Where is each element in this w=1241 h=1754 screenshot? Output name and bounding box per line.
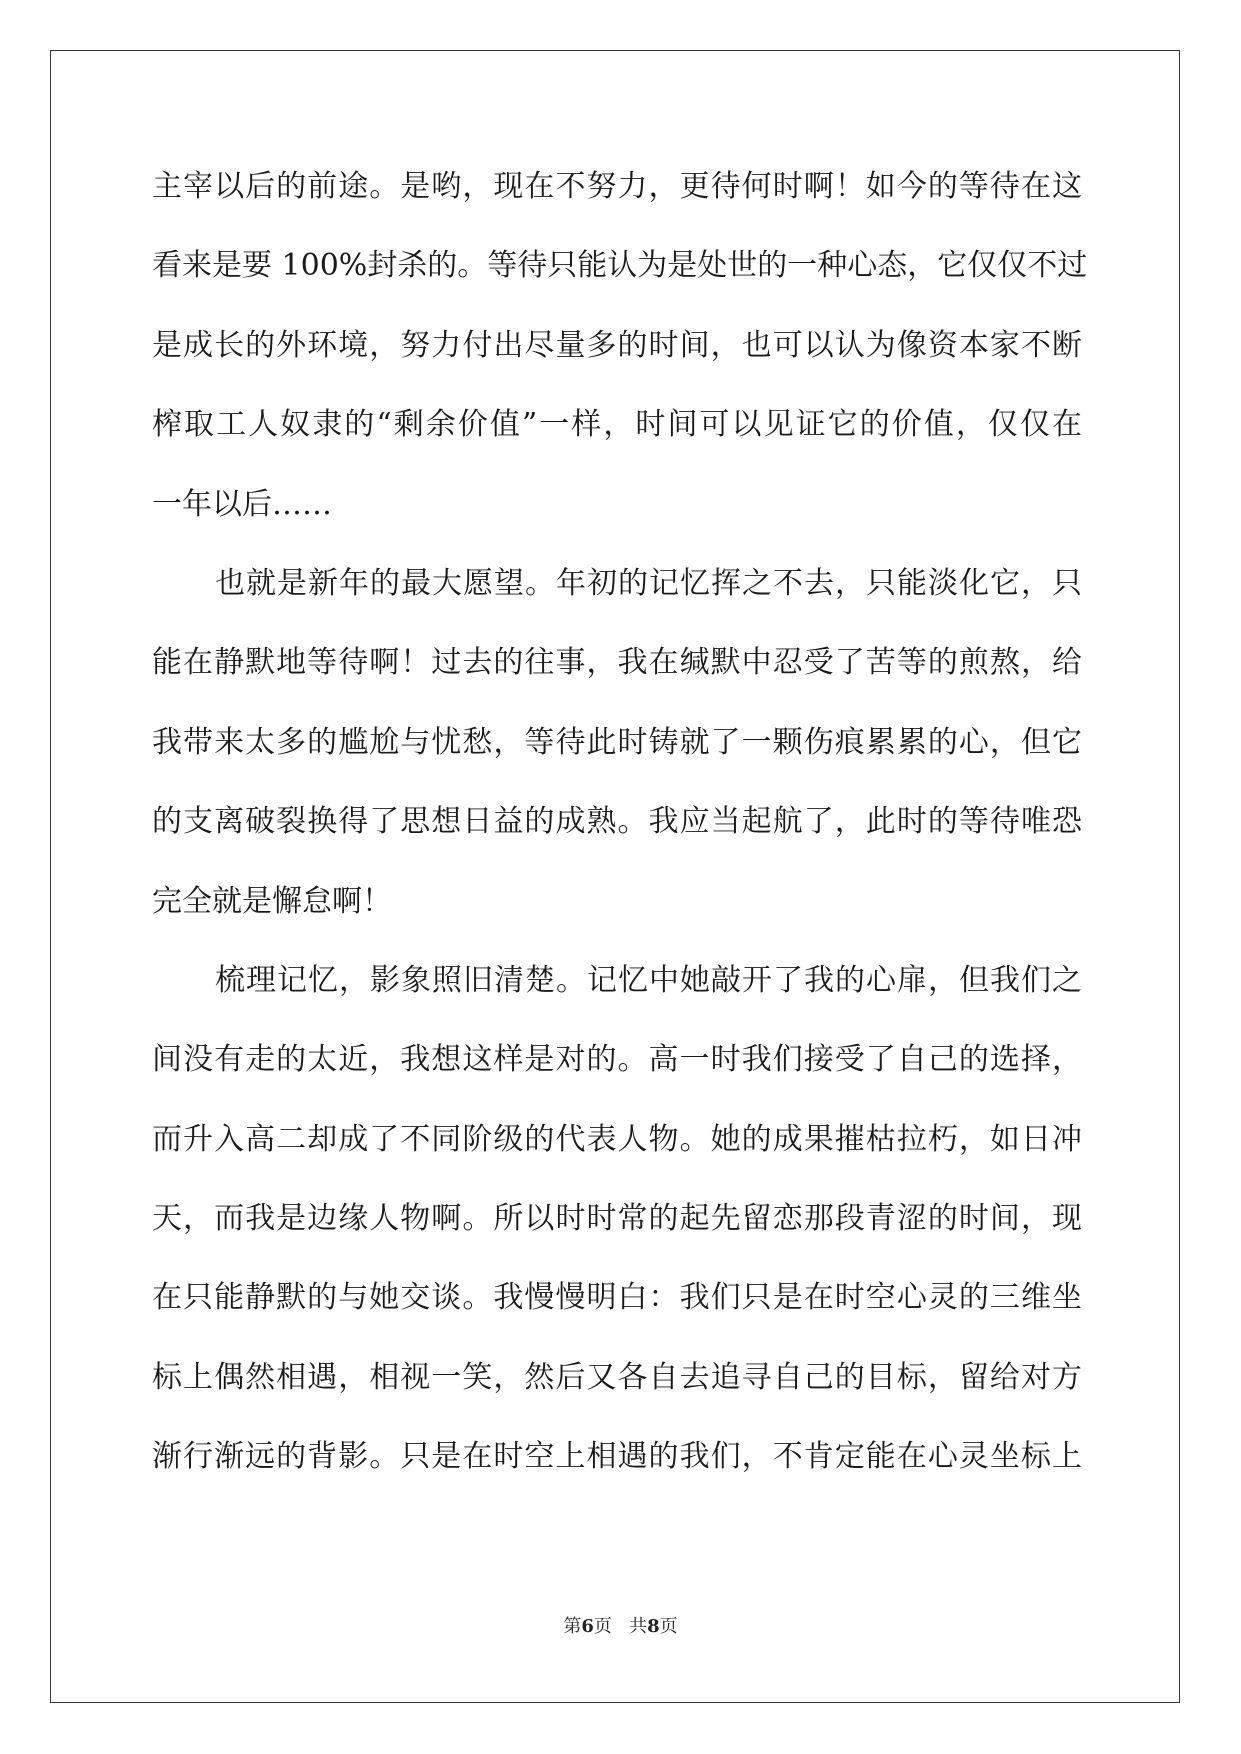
page-footer	[0, 1612, 1241, 1638]
text-line: 能在静默地等待啊！过去的往事，我在缄默中忍受了苦等的煎熬，给	[152, 645, 1082, 681]
total-page-number: 8	[647, 1616, 660, 1637]
text-line: 看来是要 100%封杀的。等待只能认为是处世的一种心态，它仅仅不过	[152, 248, 1088, 284]
footer-middle: 页 共	[593, 1616, 648, 1637]
text-line: 在只能静默的与她交谈。我慢慢明白：我们只是在时空心灵的三维坐	[152, 1280, 1082, 1316]
text-line: 天，而我是边缘人物啊。所以时时常的起先留恋那段青涩的时间，现	[152, 1201, 1082, 1237]
footer-suffix: 页	[659, 1616, 678, 1637]
text-line: 梳理记忆，影象照旧清楚。记忆中她敲开了我的心扉，但我们之	[215, 962, 1082, 998]
text-line: 一年以后……	[152, 486, 332, 522]
text-line: 主宰以后的前途。是哟，现在不努力，更待何时啊！如今的等待在这	[152, 169, 1082, 204]
current-page-number: 6	[581, 1616, 594, 1637]
text-line: 也就是新年的最大愿望。年初的记忆挥之不去，只能淡化它，只	[215, 565, 1082, 601]
text-line: 的支离破裂换得了思想日益的成熟。我应当起航了，此时的等待唯恐	[152, 804, 1082, 840]
text-line: 标上偶然相遇，相视一笑，然后又各自去追寻自己的目标，留给对方	[152, 1359, 1082, 1395]
text-line: 而升入高二却成了不同阶级的代表人物。她的成果摧枯拉朽，如日冲	[152, 1121, 1082, 1157]
document-body	[152, 162, 1088, 1512]
text-line: 渐行渐远的背影。只是在时空上相遇的我们，不肯定能在心灵坐标上	[152, 1439, 1082, 1475]
footer-prefix: 第	[563, 1616, 582, 1637]
text-line: 完全就是懈怠啊！	[152, 883, 392, 919]
text-line: 我带来太多的尴尬与忧愁，等待此时铸就了一颗伤痕累累的心，但它	[152, 724, 1082, 760]
text-line: 间没有走的太近，我想这样是对的。高一时我们接受了自己的选择，	[152, 1042, 1082, 1078]
text-line: 榨取工人奴隶的“剩余价值”一样，时间可以见证它的价值，仅仅在	[152, 407, 1082, 443]
text-line: 是成长的外环境，努力付出尽量多的时间，也可以认为像资本家不断	[152, 327, 1082, 363]
